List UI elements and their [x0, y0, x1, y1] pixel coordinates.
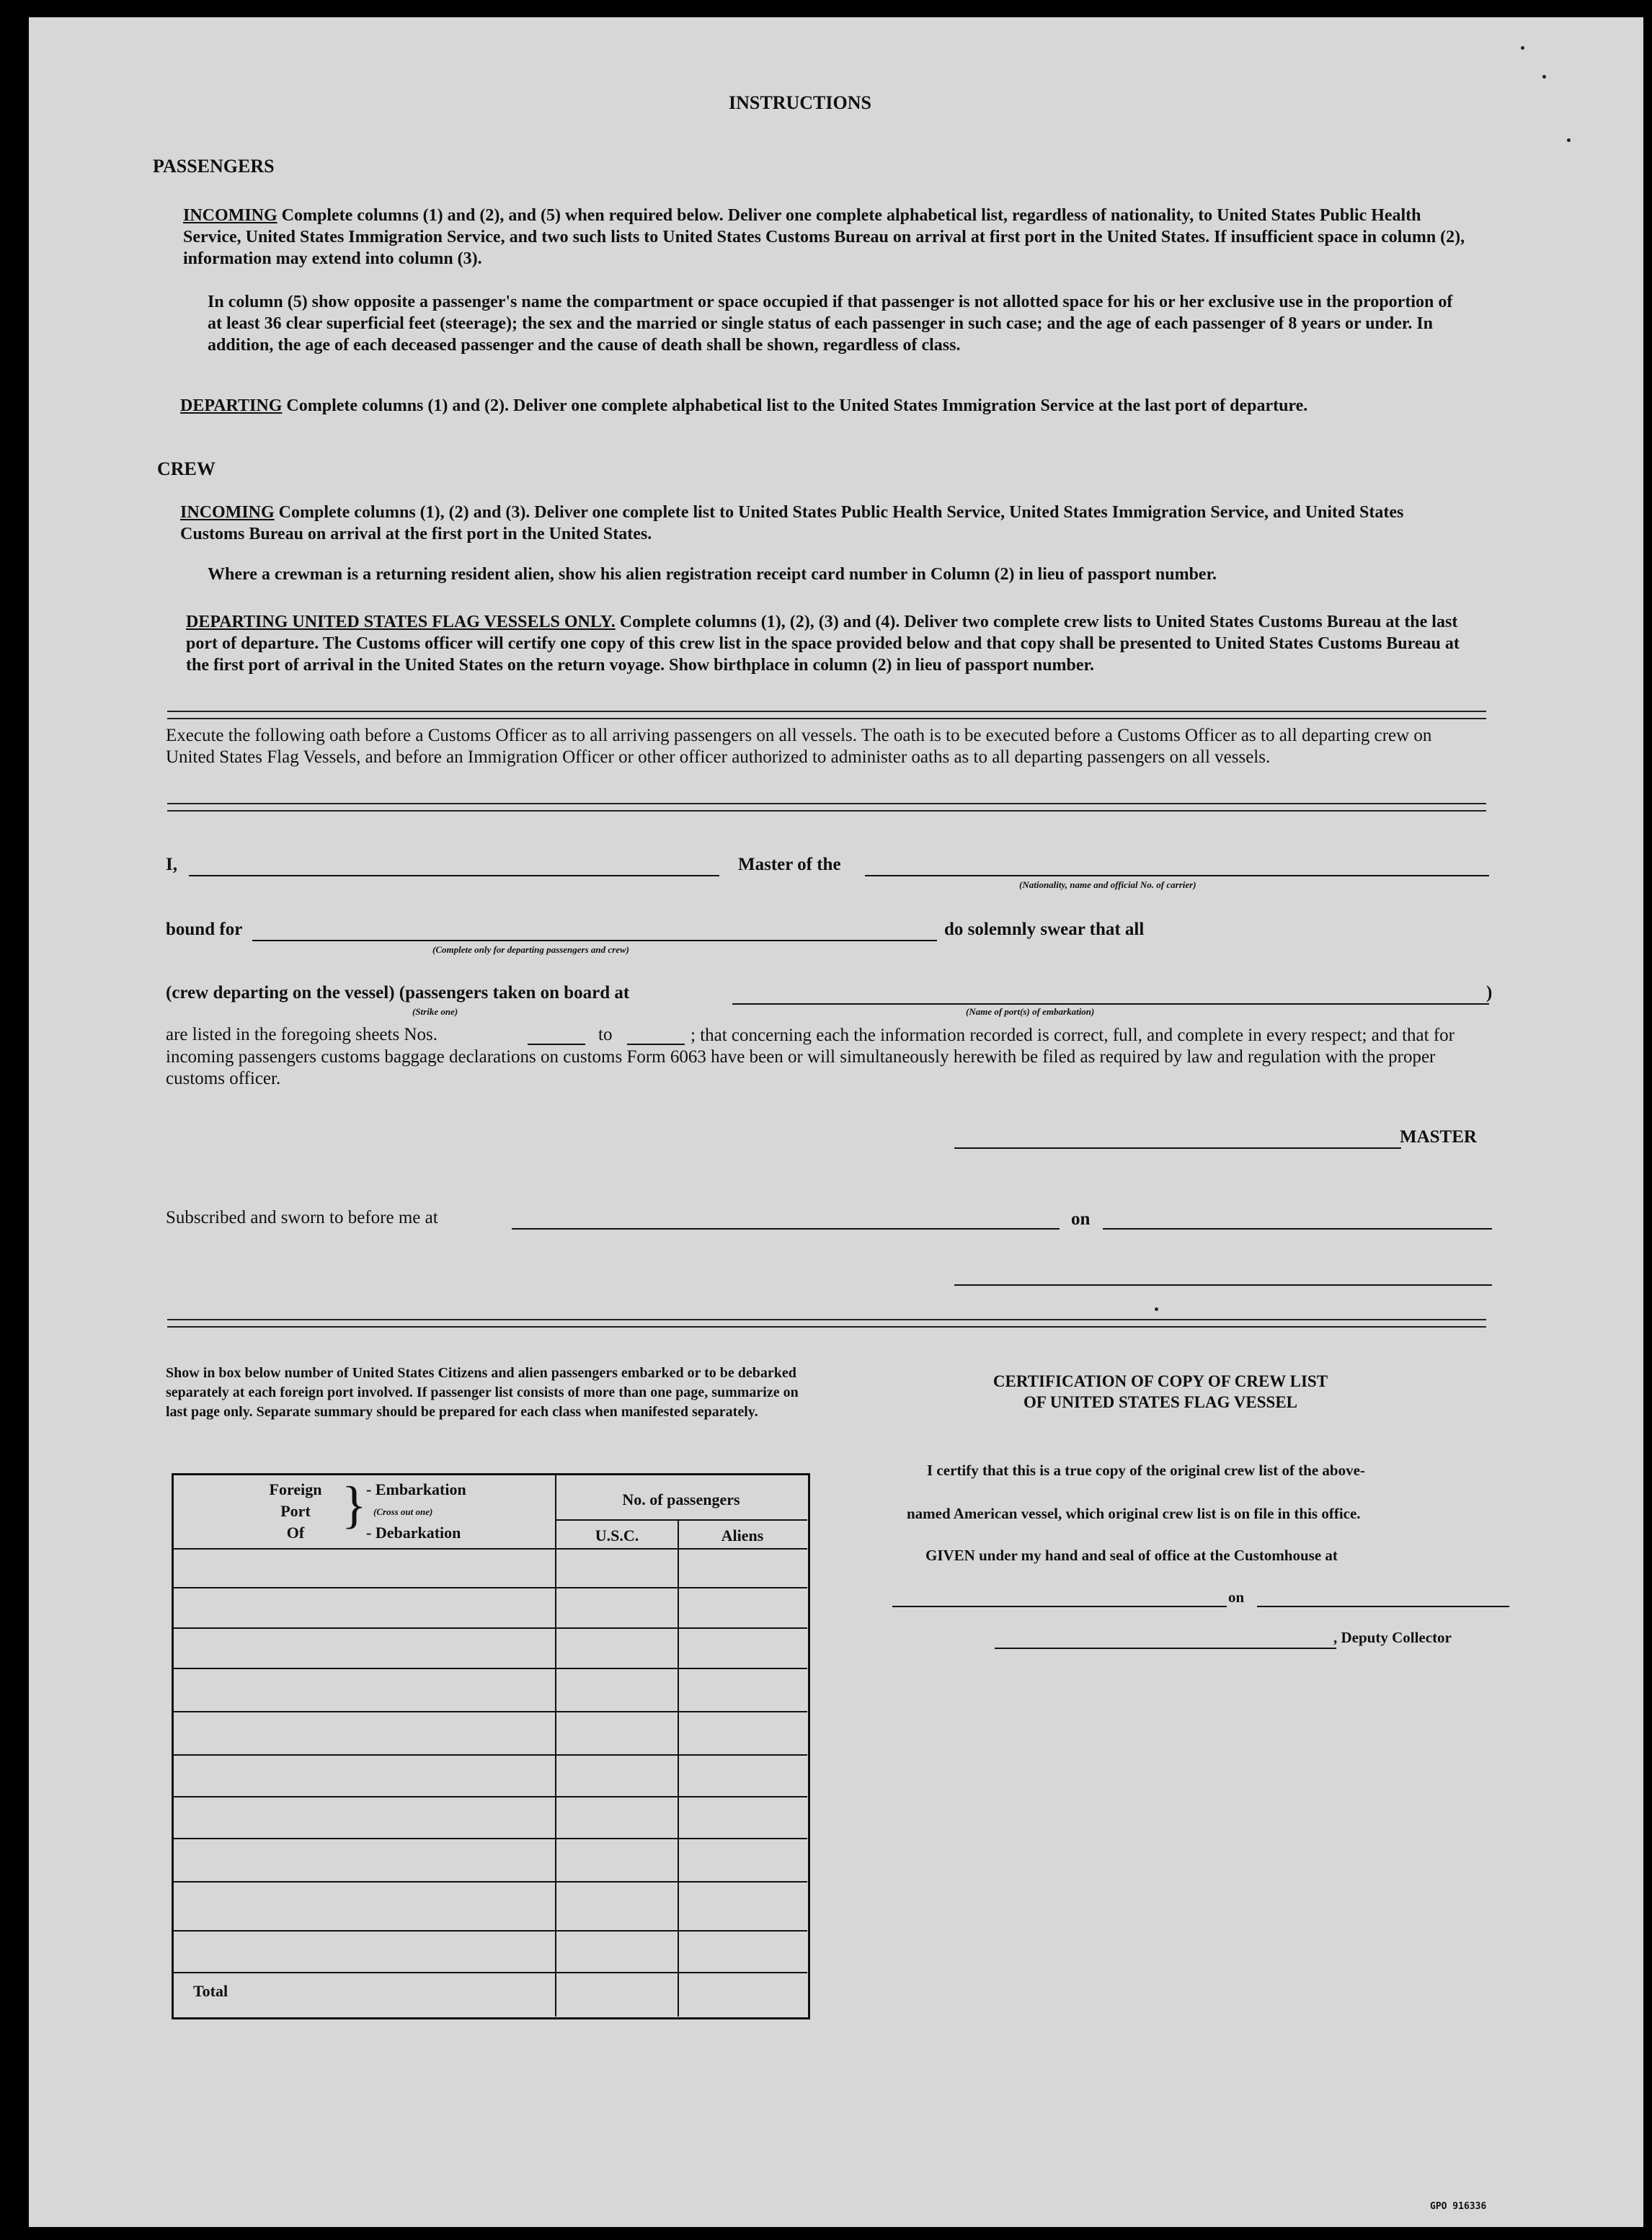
- certification-line2: named American vessel, which original crew list is on file in this office.: [907, 1505, 1361, 1522]
- close-paren: ): [1486, 983, 1493, 1003]
- certification-title: [959, 1371, 1362, 1413]
- passengers-column5-paragraph: In column (5) show opposite a passenger's name the compartment or space occupied if that passenger is not allotted space for his or her exclusive use in the proportion of at least 36 clear superficial feet (steerage); the sex and the married or single status of each passenger in such case; and the age of each passenger of 8 years or under. In addition, the age of each deceased passenger and the cause of death shall be shown, regardless of class.: [208, 293, 1453, 355]
- crew-incoming-text: Complete columns (1), (2) and (3). Deliver one complete list to United States Public Health Service, United States Immigration Service, and United States Customs Bureau on arrival at the first port in the United States.: [180, 503, 1404, 543]
- table-row: [173, 1711, 807, 1712]
- crew-incoming-paragraph: [180, 502, 1466, 545]
- master-of-label: Master of the: [738, 855, 841, 874]
- table-row: [173, 1587, 807, 1588]
- passengers-departing-label: DEPARTING: [180, 396, 283, 415]
- customhouse-field[interactable]: [892, 1606, 1227, 1607]
- swear-label: do solemnly swear that all: [944, 920, 1145, 939]
- port-label: Port: [280, 1502, 311, 1520]
- deputy-collector-label: , Deputy Collector: [1333, 1629, 1452, 1646]
- table-row: [173, 1754, 807, 1756]
- certification-line3: GIVEN under my hand and seal of office at the Customhouse at: [925, 1547, 1338, 1564]
- crew-departing-label: DEPARTING UNITED STATES FLAG VESSELS ONLY.: [186, 613, 616, 631]
- crew-passengers-label: (crew departing on the vessel) (passengers taken on board at: [166, 983, 630, 1003]
- passenger-summary-table: [172, 1473, 810, 2019]
- to-label: to: [598, 1025, 613, 1044]
- master-label: MASTER: [1400, 1127, 1477, 1147]
- table-row: [173, 1930, 807, 1932]
- crew-incoming-label: INCOMING: [180, 503, 275, 522]
- crew-resident-paragraph: Where a crewman is a returning resident alien, show his alien registration receipt card number in Column (2) in lieu of passport number.: [208, 565, 1217, 584]
- section-crew-title: CREW: [157, 458, 216, 479]
- summary-instruction: Show in box below number of United States Citizens and alien passengers embarked or to be debarked separately at each foreign port involved. If passenger list consists of more than one page, summarize on last page only. Separate summary should be prepared for each class when manifested separately.: [166, 1365, 799, 1420]
- cross-out-hint: (Cross out one): [373, 1506, 433, 1517]
- sworn-place-field[interactable]: [512, 1228, 1060, 1230]
- page-title: INSTRUCTIONS: [729, 92, 871, 113]
- oath-instruction-paragraph: Execute the following oath before a Customs Officer as to all arriving passengers on all vessels. The oath is to be executed before a Customs Officer as to all departing crew on United States Flag Vessels, and before an Immigration Officer or other officer authorized to administer oaths as to all departing passengers on all vessels.: [166, 726, 1432, 767]
- aliens-header: Aliens: [721, 1526, 764, 1545]
- subscribed-label: Subscribed and sworn to before me at: [166, 1208, 438, 1227]
- scan-speck: [1155, 1307, 1158, 1311]
- divider-rule: [167, 803, 1486, 812]
- certification-on-label: on: [1228, 1588, 1245, 1606]
- certification-date-field[interactable]: [1257, 1606, 1509, 1607]
- scan-speck: [1521, 46, 1524, 50]
- passengers-incoming-text: Complete columns (1) and (2), and (5) when required below. Deliver one complete alphabetical list, regardless of nationality, to United States Public Health Service, United States Immigration Service, and two such lists to United States Customs Bureau on arrival at first port in the United States. If insufficient space in column (2), information may extend into column (3).: [183, 206, 1465, 268]
- footer-code: GPO 916336: [1430, 2201, 1487, 2212]
- passengers-departing-paragraph: [180, 395, 1466, 417]
- table-col-divider: [678, 1521, 679, 2017]
- passengers-incoming-label: INCOMING: [183, 206, 277, 225]
- table-row: [173, 1881, 807, 1883]
- crew-departing-text: Complete columns (1), (2), (3) and (4). Deliver two complete crew lists to United States Customs Bureau at the last port of departure. The Customs officer will certify one copy of this crew list in the space provided below and that copy shall be presented to United States Customs Bureau at the first port of arrival in the United States on the return voyage. Show birthplace in column (2) in lieu of passport number.: [186, 613, 1460, 675]
- ports-hint: (Name of port(s) of embarkation): [966, 1006, 1095, 1017]
- divider-rule: [167, 1319, 1486, 1328]
- carrier-hint: (Nationality, name and official No. of carrier): [1019, 879, 1196, 890]
- table-row: [173, 1796, 807, 1797]
- officer-signature-field[interactable]: [954, 1284, 1492, 1286]
- table-row: [173, 1627, 807, 1629]
- listed-suffix: ; that concerning each the information recorded is correct, full, and complete in every respect; and that for incoming passengers customs baggage declarations on customs Form 6063 have been or will simultaneously herewith be filed as required by law and regulation with the proper customs officer.: [166, 1026, 1455, 1088]
- embarkation-label: - Embarkation: [366, 1480, 466, 1498]
- sworn-on-label: on: [1071, 1209, 1091, 1229]
- divider-rule: [167, 711, 1486, 719]
- strike-one-hint: (Strike one): [412, 1006, 458, 1017]
- passengers-incoming-paragraph: [183, 205, 1466, 270]
- oath-i-label: I,: [166, 855, 177, 874]
- table-row: [173, 1972, 807, 1973]
- bound-for-field[interactable]: [252, 940, 937, 941]
- form-sheet: [29, 17, 1643, 2227]
- usc-header: U.S.C.: [595, 1526, 639, 1545]
- master-name-field[interactable]: [189, 875, 719, 876]
- table-col-divider: [555, 1475, 556, 2017]
- sworn-date-field[interactable]: [1103, 1228, 1492, 1230]
- certification-title-line1: CERTIFICATION OF COPY OF CREW LIST: [992, 1372, 1328, 1390]
- carrier-field[interactable]: [865, 875, 1489, 876]
- deputy-signature-field[interactable]: [995, 1648, 1336, 1649]
- debarkation-label: - Debarkation: [366, 1524, 461, 1542]
- no-passengers-header: No. of passengers: [622, 1490, 740, 1508]
- scan-speck: [1567, 138, 1571, 142]
- total-label: Total: [193, 1982, 228, 2000]
- bound-for-hint: (Complete only for departing passengers and crew): [432, 944, 629, 955]
- table-header-divider: [556, 1519, 807, 1521]
- brace-icon: }: [342, 1476, 367, 1534]
- foreign-label: Foreign: [269, 1480, 322, 1498]
- certification-line1: I certify that this is a true copy of the original crew list of the above-: [927, 1462, 1365, 1479]
- crew-departing-paragraph: [186, 611, 1466, 676]
- table-row: [173, 1838, 807, 1839]
- bound-for-label: bound for: [166, 920, 243, 939]
- listed-prefix: are listed in the foregoing sheets Nos.: [166, 1025, 438, 1044]
- certification-title-line2: OF UNITED STATES FLAG VESSEL: [1023, 1393, 1298, 1411]
- embarkation-ports-field[interactable]: [732, 1003, 1489, 1005]
- passengers-departing-text: Complete columns (1) and (2). Deliver one complete alphabetical list to the United States Immigration Service at the last port of departure.: [286, 396, 1308, 415]
- section-passengers-title: PASSENGERS: [153, 156, 275, 177]
- table-row: [173, 1668, 807, 1669]
- scan-speck: [1542, 75, 1546, 79]
- master-signature-field[interactable]: [954, 1147, 1401, 1149]
- of-label: Of: [286, 1524, 305, 1542]
- table-header-bottom: [173, 1548, 807, 1550]
